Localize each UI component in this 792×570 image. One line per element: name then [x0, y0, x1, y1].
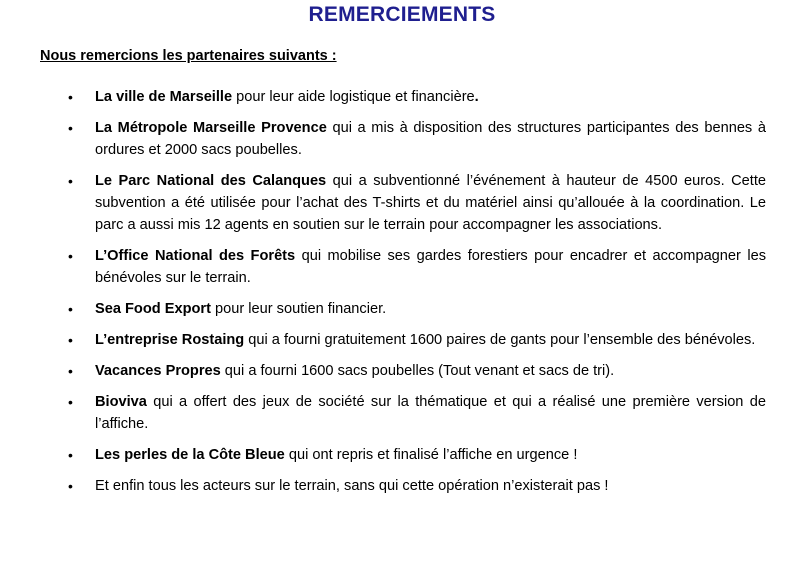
- bullet-icon: •: [68, 301, 73, 317]
- bullet-icon: •: [68, 173, 73, 189]
- page-title: REMERCIEMENTS: [308, 3, 496, 26]
- bullet-icon: •: [68, 363, 73, 379]
- list-item: [0, 444, 792, 466]
- intro-heading: Nous remercions les partenaires suivants :: [40, 48, 337, 64]
- partner-name: Les perles de la Côte Bleue: [95, 447, 285, 463]
- list-item: [0, 360, 792, 382]
- partner-list: [0, 86, 792, 506]
- partner-name: Sea Food Export: [95, 301, 211, 317]
- partner-name: L’entreprise Rostaing: [95, 332, 245, 348]
- list-item: [0, 329, 792, 351]
- partner-name: La ville de Marseille: [95, 89, 233, 105]
- partner-description: Et enfin tous les acteurs sur le terrain, sans qui cette opération n’existerait pas !: [95, 478, 609, 494]
- list-item: [0, 475, 792, 497]
- bullet-icon: •: [68, 478, 73, 494]
- list-item: [0, 170, 792, 236]
- bullet-icon: •: [68, 332, 73, 348]
- partner-description: qui ont repris et finalisé l’affiche en urgence !: [284, 447, 578, 463]
- partner-description: pour leur aide logistique et financière: [232, 89, 475, 105]
- partner-trail: .: [474, 89, 479, 105]
- partner-name: Le Parc National des Calanques: [95, 173, 327, 189]
- list-item: [0, 245, 792, 289]
- list-item: [0, 86, 792, 108]
- partner-description: qui a offert des jeux de société sur la thématique et qui a réalisé une première version de l’affiche.: [95, 394, 766, 432]
- partner-description: qui a subventionné l’événement à hauteur de 4500 euros. Cette subvention a été utilisée pour l’achat des T-shirts et du matériel ainsi qu’allouée à la coordination. Le parc a aussi mis 12 agents en soutien sur le terrain pour accompagner les associations.: [95, 173, 766, 233]
- partner-name: La Métropole Marseille Provence: [95, 120, 327, 136]
- bullet-icon: •: [68, 120, 73, 136]
- list-item: [0, 117, 792, 161]
- partner-description: qui mobilise ses gardes forestiers pour encadrer et accompagner les bénévoles sur le terrain.: [95, 248, 766, 286]
- bullet-icon: •: [68, 89, 73, 105]
- partner-description: pour leur soutien financier.: [210, 301, 387, 317]
- partner-name: L’Office National des Forêts: [95, 248, 296, 264]
- list-item: [0, 391, 792, 435]
- partner-name: Bioviva: [95, 394, 147, 410]
- partner-description: qui a mis à disposition des structures participantes des bennes à ordures et 2000 sacs poubelles.: [95, 120, 766, 158]
- partner-description: qui a fourni 1600 sacs poubelles (Tout venant et sacs de tri).: [220, 363, 615, 379]
- bullet-icon: •: [68, 394, 73, 410]
- list-item: [0, 298, 792, 320]
- partner-description: qui a fourni gratuitement 1600 paires de gants pour l’ensemble des bénévoles.: [244, 332, 756, 348]
- bullet-icon: •: [68, 248, 73, 264]
- partner-name: Vacances Propres: [95, 363, 221, 379]
- bullet-icon: •: [68, 447, 73, 463]
